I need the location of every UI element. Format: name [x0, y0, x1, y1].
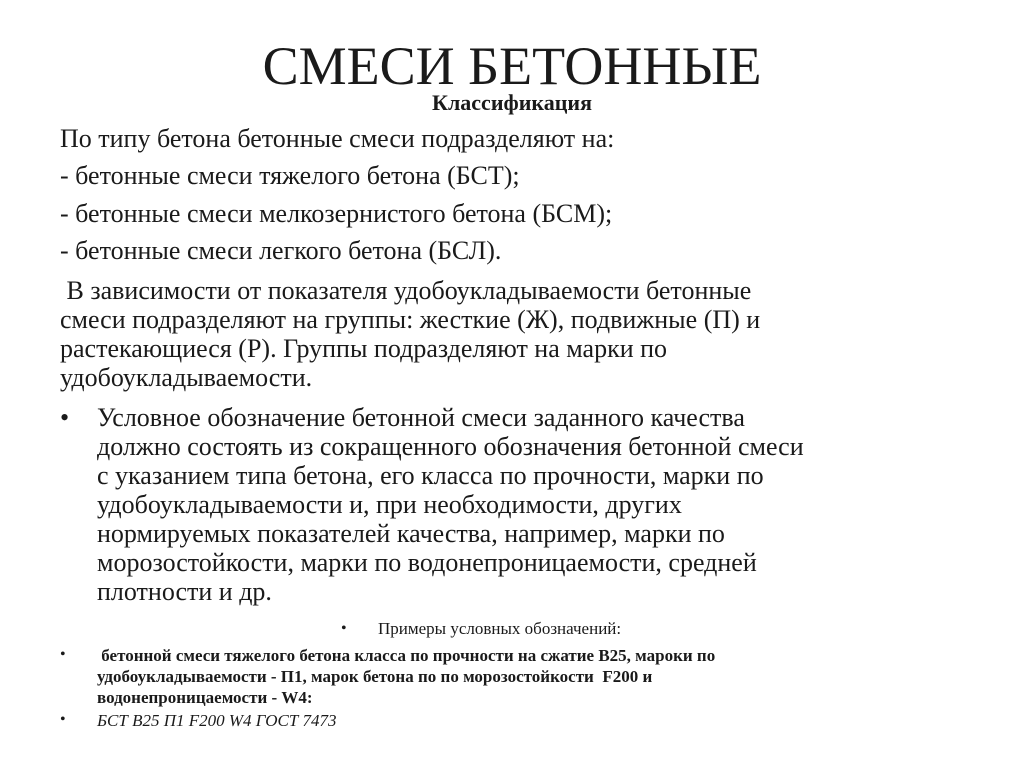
formula-bullet: •: [60, 711, 66, 728]
designation-line: плотности и др.: [97, 577, 272, 606]
designation-line: нормируемых показателей качества, например, марки по: [97, 519, 725, 548]
designation-line: должно состоять из сокращенного обозначения бетонной смеси: [97, 432, 804, 461]
groups-paragraph-line: В зависимости от показателя удобоукладываемости бетонные: [60, 276, 752, 305]
groups-paragraph-line: растекающиеся (Р). Группы подразделяют на марки по: [60, 334, 668, 363]
groups-paragraph-line: смеси подразделяют на группы: жесткие (Ж), подвижные (П) и: [60, 305, 761, 334]
type-item-fine-grained: - бетонные смеси мелкозернистого бетона (БСМ);: [60, 199, 613, 228]
designation-line: Условное обозначение бетонной смеси заданного качества: [97, 403, 745, 432]
slide-title: СМЕСИ БЕТОННЫЕ: [262, 36, 762, 96]
groups-paragraph-line: удобоукладываемости.: [60, 363, 313, 392]
examples-caption: Примеры условных обозначений:: [378, 619, 622, 638]
designation-line: с указанием типа бетона, его класса по прочности, марки по: [97, 461, 764, 490]
designation-bullet-marker: •: [60, 403, 70, 432]
types-intro: По типу бетона бетонные смеси подразделяют на:: [60, 124, 615, 153]
examples-caption-bullet: •: [341, 620, 347, 637]
slide-subtitle: Классификация: [432, 90, 592, 115]
example-item-bullet: •: [60, 646, 66, 663]
example-item-line: водонепроницаемости - W4:: [97, 688, 313, 707]
type-item-heavy: - бетонные смеси тяжелого бетона (БСТ);: [60, 161, 520, 190]
example-formula: БСТ В25 П1 F200 W4 ГОСТ 7473: [97, 711, 337, 730]
example-item-line: бетонной смеси тяжелого бетона класса по прочности на сжатие В25, мароки по: [97, 646, 716, 665]
designation-line: морозостойкости, марки по водонепроницаемости, средней: [97, 548, 757, 577]
type-item-light: - бетонные смеси легкого бетона (БСЛ).: [60, 236, 502, 265]
example-item-line: удобоукладываемости - П1, марок бетона по по морозостойкости F200 и: [97, 667, 653, 686]
designation-line: удобоукладываемости и, при необходимости, других: [97, 490, 682, 519]
